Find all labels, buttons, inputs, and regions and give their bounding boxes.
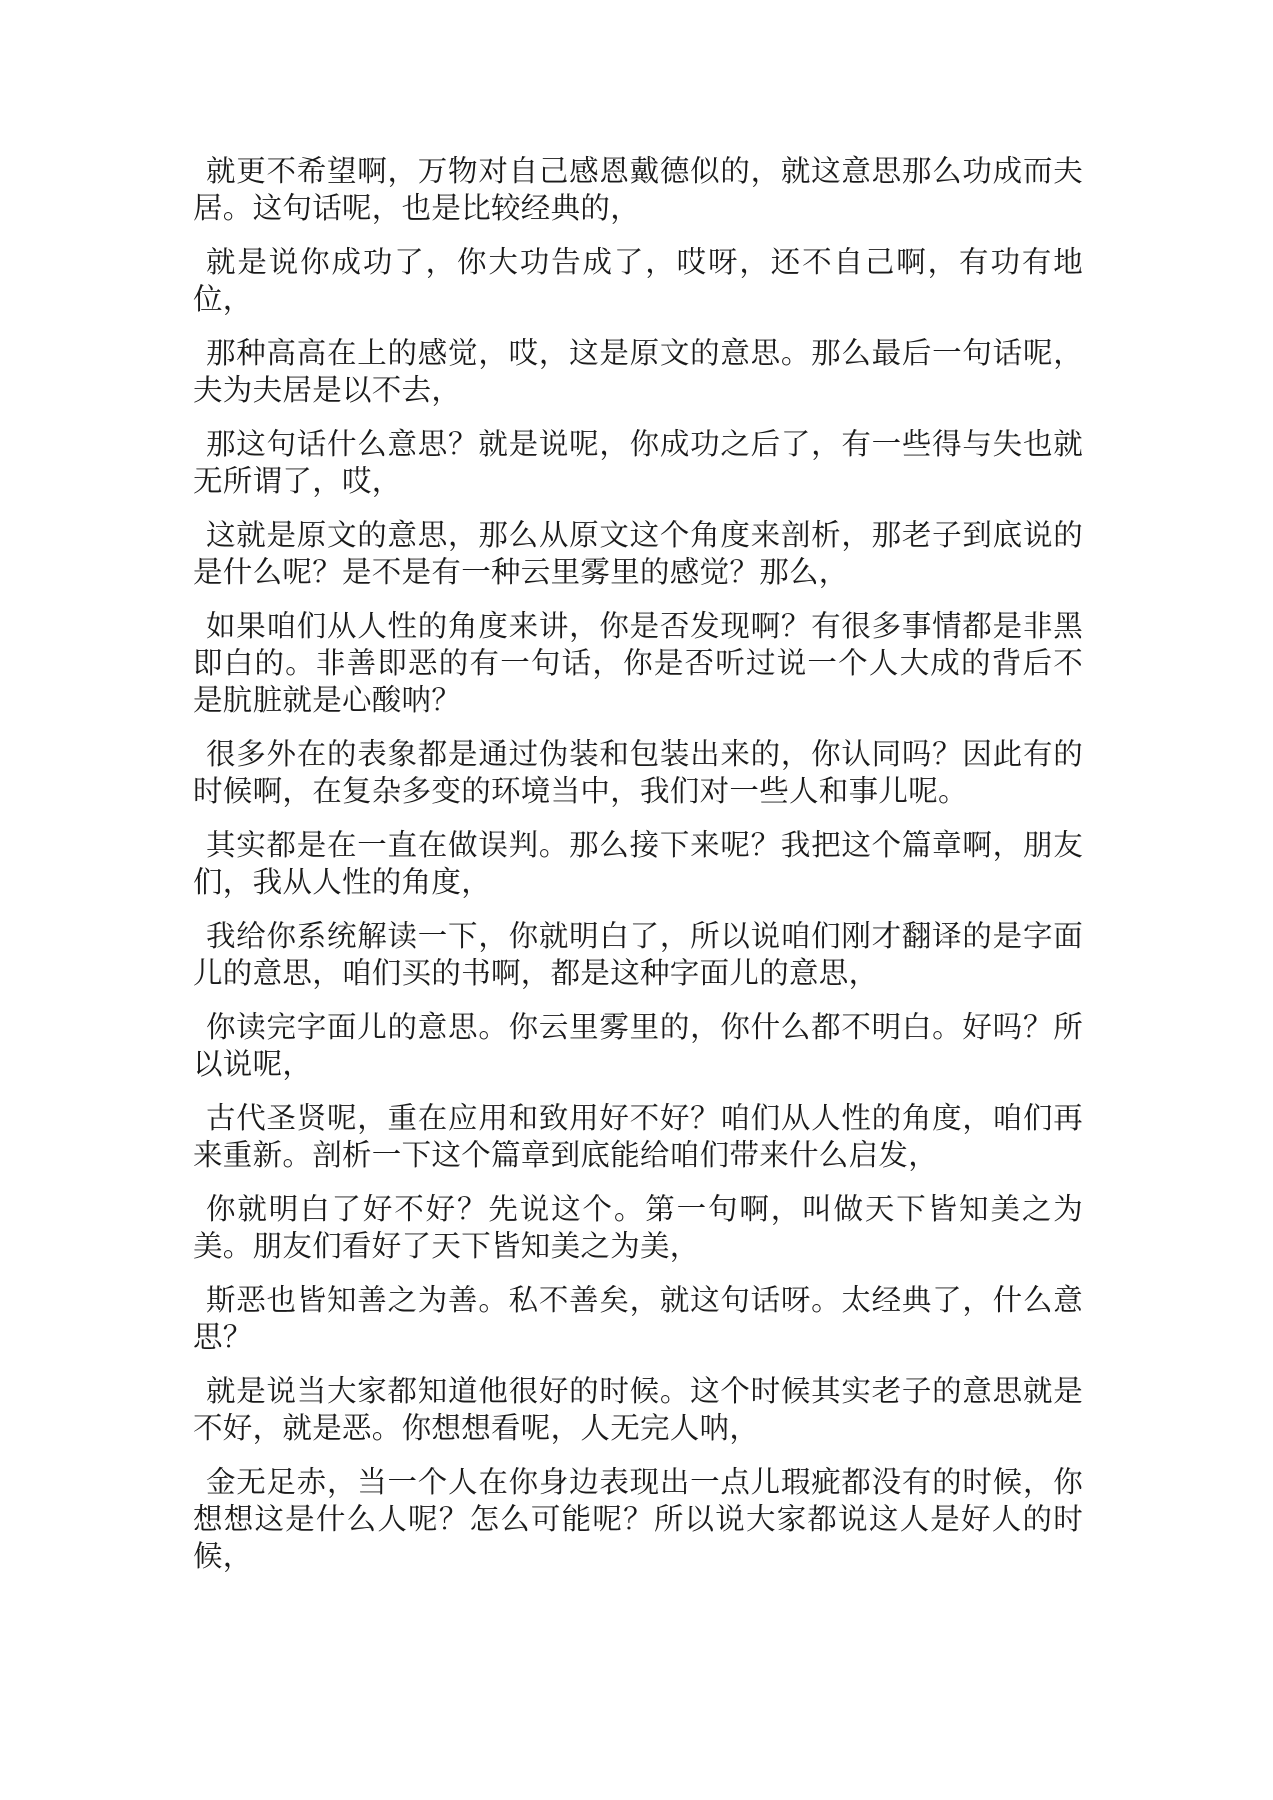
paragraph: 金无足赤，当一个人在你身边表现出一点儿瑕疵都没有的时候，你想想这是什么人呢？怎么可能呢？所以说大家都说这人是好人的时候， — [193, 1465, 1083, 1573]
paragraph: 就更不希望啊，万物对自己感恩戴德似的，就这意思那么功成而夫居。这句话呢，也是比较经典的， — [193, 154, 1083, 225]
document-body — [193, 153, 1083, 1592]
paragraph: 很多外在的表象都是通过伪装和包装出来的，你认同吗？因此有的时候啊，在复杂多变的环境当中，我们对一些人和事儿呢。 — [193, 737, 1083, 808]
paragraph: 你读完字面儿的意思。你云里雾里的，你什么都不明白。好吗？所以说呢， — [193, 1010, 1083, 1081]
paragraph: 那种高高在上的感觉，哎，这是原文的意思。那么最后一句话呢，夫为夫居是以不去， — [193, 336, 1083, 407]
paragraph: 就是说当大家都知道他很好的时候。这个时候其实老子的意思就是不好，就是恶。你想想看呢，人无完人呐， — [193, 1374, 1083, 1445]
paragraph: 古代圣贤呢，重在应用和致用好不好？咱们从人性的角度，咱们再来重新。剖析一下这个篇章到底能给咱们带来什么启发， — [193, 1101, 1083, 1172]
paragraph: 如果咱们从人性的角度来讲，你是否发现啊？有很多事情都是非黑即白的。非善即恶的有一句话，你是否听过说一个人大成的背后不是肮脏就是心酸呐？ — [193, 609, 1083, 717]
paragraph: 其实都是在一直在做误判。那么接下来呢？我把这个篇章啊，朋友们，我从人性的角度， — [193, 828, 1083, 899]
paragraph: 斯恶也皆知善之为善。私不善矣，就这句话呀。太经典了，什么意思？ — [193, 1283, 1083, 1354]
paragraph: 这就是原文的意思，那么从原文这个角度来剖析，那老子到底说的是什么呢？是不是有一种云里雾里的感觉？那么， — [193, 518, 1083, 589]
paragraph: 我给你系统解读一下，你就明白了，所以说咱们刚才翻译的是字面儿的意思，咱们买的书啊，都是这种字面儿的意思， — [193, 919, 1083, 990]
paragraph: 那这句话什么意思？就是说呢，你成功之后了，有一些得与失也就无所谓了，哎， — [193, 427, 1083, 498]
paragraph: 就是说你成功了，你大功告成了，哎呀，还不自己啊，有功有地位， — [193, 245, 1083, 316]
paragraph: 你就明白了好不好？先说这个。第一句啊，叫做天下皆知美之为美。朋友们看好了天下皆知美之为美， — [193, 1192, 1083, 1263]
